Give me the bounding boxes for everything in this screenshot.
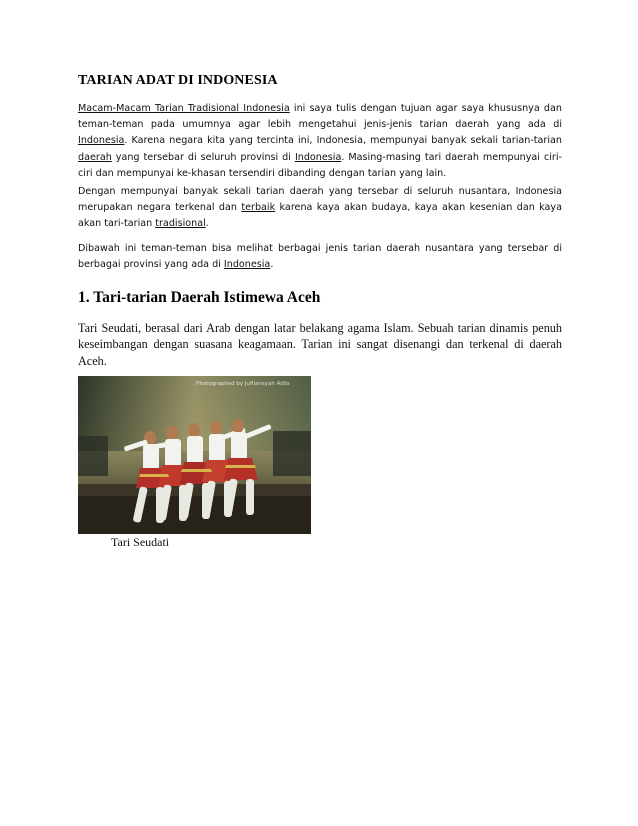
para2-text-3: . (205, 218, 209, 230)
link-macam-macam-tarian[interactable]: Macam-Macam Tarian Tradisional Indonesia (78, 103, 290, 114)
section-body-aceh: Tari Seudati, berasal dari Arab dengan latar belakang agama Islam. Sebuah tarian dinamis penuh keseimbangan dengan suasana keagamaan. Tarian ini sangat disenangi dan terkenal di daerah Aceh. (78, 321, 562, 368)
para2-text-1: Dengan mempunyai banyak sekali tarian daerah yang tersebar di seluruh nusantara, Indonesia merupakan negara terkenal dan (78, 186, 562, 214)
para2-text-2: karena kaya akan budaya, kaya akan kesenian dan kaya akan tari-tarian (78, 202, 562, 230)
photo-caption: Tari Seudati (111, 535, 170, 549)
paragraph-2 (78, 184, 562, 233)
section-heading-aceh: 1. Tari-tarian Daerah Istimewa Aceh (78, 289, 321, 306)
link-terbaik[interactable]: terbaik (241, 202, 276, 214)
intro-text-3: yang tersebar di seluruh provinsi di (111, 151, 295, 163)
link-indonesia-2[interactable]: Indonesia (294, 151, 342, 163)
photo-watermark: Photographed by Jufliansyah Adlis (196, 381, 290, 387)
intro-text-2: . Karena negara kita yang tercinta ini, Indonesia, mempunyai banyak sekali tarian-tarian (124, 135, 562, 147)
intro-paragraph (78, 101, 562, 182)
paragraph-3 (78, 241, 562, 273)
para3-text-1: Dibawah ini teman-teman bisa melihat berbagai jenis tarian daerah nusantara yang tersebar di berbagai provinsi yang ada di (78, 243, 562, 271)
intro-text-1: ini saya tulis dengan tujuan agar saya khususnya dan teman-teman pada umumnya agar lebih mengetahui jenis-jenis tarian daerah yang ada di (78, 103, 562, 131)
link-indonesia-3[interactable]: Indonesia (223, 259, 271, 271)
link-tradisional[interactable]: tradisional (155, 218, 206, 230)
intro-text-4: . Masing-masing tari daerah mempunyai ciri-ciri dan mempunyai ke-khasan tersendiri dibanding dengan tarian yang lain. (78, 151, 562, 179)
para3-text-2: . (270, 259, 274, 271)
link-indonesia-1[interactable]: Indonesia (78, 135, 125, 147)
link-daerah[interactable]: daerah (78, 151, 112, 163)
document-title: TARIAN ADAT DI INDONESIA (78, 73, 278, 88)
photo-tari-seudati (78, 376, 311, 534)
